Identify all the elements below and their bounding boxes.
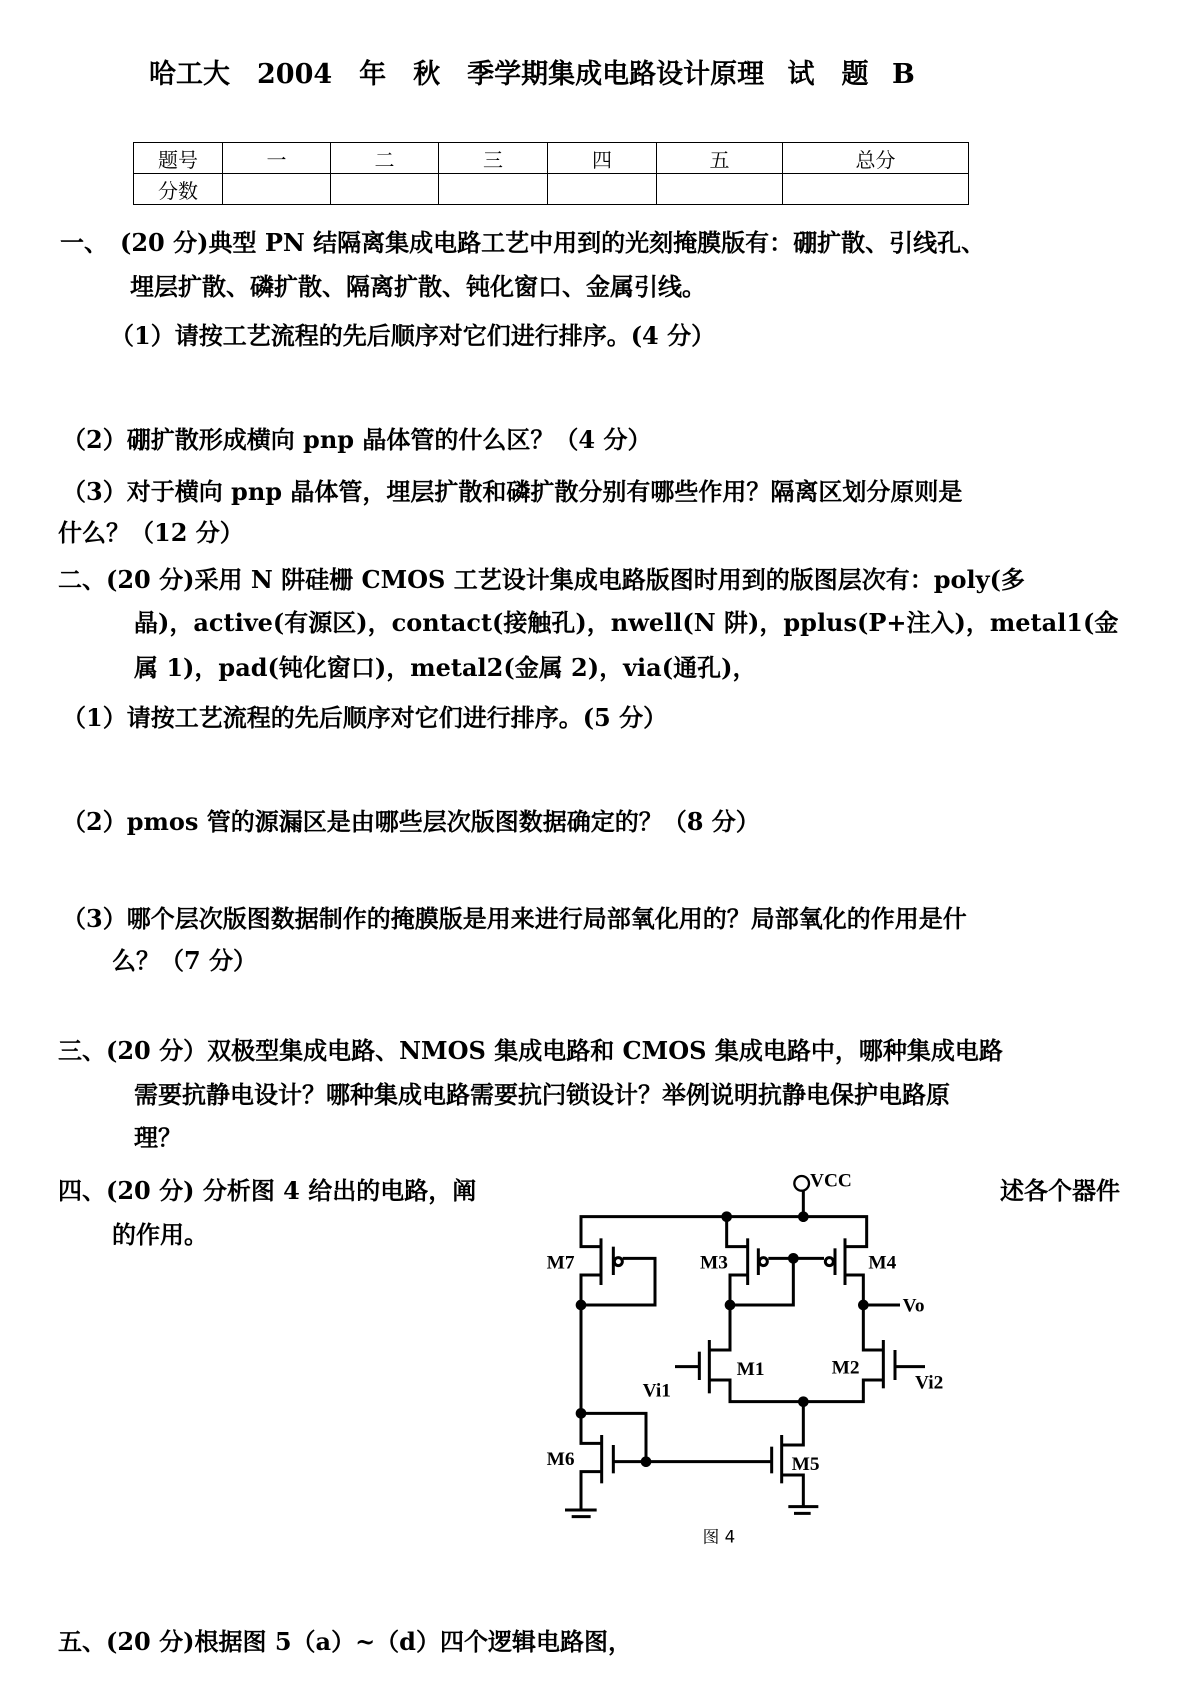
- q1-line1: 一、 (20 分)典型 PN 结隔离集成电路工艺中用到的光刻掩膜版有：硼扩散、引线孔、: [60, 228, 986, 257]
- m5-label: M5: [791, 1454, 820, 1475]
- q4-line1-tail: 述各个器件: [1000, 1176, 1120, 1205]
- score-table: [133, 142, 969, 205]
- q1-sub1: （1）请按工艺流程的先后顺序对它们进行排序。(4 分）: [110, 321, 716, 350]
- m1-label: M1: [736, 1359, 765, 1380]
- figure-4-caption: 图 4: [702, 1527, 736, 1547]
- table-cell: 五: [657, 143, 783, 174]
- circuit-nodes: [576, 1211, 869, 1467]
- table-cell: 分数: [134, 174, 223, 205]
- q2-line3: 属 1)，pad(钝化窗口)，metal2(金属 2)，via(通孔)，: [134, 653, 757, 682]
- q1-line2: 埋层扩散、磷扩散、隔离扩散、钝化窗口、金属引线。: [130, 272, 706, 301]
- score-table-score-row: [134, 174, 969, 205]
- vi2-label: Vi2: [915, 1372, 944, 1394]
- vi1-label: Vi1: [642, 1380, 671, 1402]
- q4-line1: 四、(20 分) 分析图 4 给出的电路，阐: [58, 1176, 477, 1205]
- q3-line2: 需要抗静电设计？哪种集成电路需要抗闩锁设计？举例说明抗静电保护电路原: [134, 1080, 950, 1109]
- q2-sub3-line1: （3）哪个层次版图数据制作的掩膜版是用来进行局部氧化用的？局部氧化的作用是什: [62, 904, 967, 933]
- vo-label: Vo: [902, 1295, 925, 1317]
- table-cell: 总分: [783, 143, 969, 174]
- score-cell[interactable]: [783, 174, 969, 205]
- q3-line1: 三、(20 分）双极型集成电路、NMOS 集成电路和 CMOS 集成电路中，哪种集成电路: [58, 1036, 1003, 1065]
- m3-label: M3: [700, 1252, 728, 1274]
- q2-sub3-line2: 么？（7 分）: [112, 946, 258, 975]
- q3-line3: 理？: [134, 1123, 182, 1152]
- q4-line2: 的作用。: [112, 1220, 208, 1249]
- vcc-label: VCC: [810, 1170, 852, 1192]
- q1-sub3-line2: 什么？（12 分）: [58, 518, 244, 547]
- q2-sub1: （1）请按工艺流程的先后顺序对它们进行排序。(5 分）: [62, 703, 668, 732]
- q2-line2: 晶)，active(有源区)，contact(接触孔)，nwell(N 阱)，pplus(P+注入)，metal1(金: [134, 608, 1119, 637]
- q5-line1: 五、(20 分)根据图 5（a）~（d）四个逻辑电路图，: [58, 1627, 632, 1656]
- q1-sub2: （2）硼扩散形成横向 pnp 晶体管的什么区？（4 分）: [62, 425, 652, 454]
- table-cell: 二: [331, 143, 439, 174]
- table-cell: 题号: [134, 143, 223, 174]
- m2-label: M2: [831, 1357, 860, 1379]
- score-table-header-row: [134, 143, 969, 174]
- table-cell: 三: [439, 143, 548, 174]
- table-cell: 四: [548, 143, 657, 174]
- q2-sub2: （2）pmos 管的源漏区是由哪些层次版图数据确定的？（8 分）: [62, 807, 760, 836]
- m4-label: M4: [868, 1252, 897, 1274]
- circuit-wires: [565, 1176, 925, 1517]
- table-cell: 一: [223, 143, 331, 174]
- m6-label: M6: [546, 1449, 575, 1470]
- q1-sub3-line1: （3）对于横向 pnp 晶体管，埋层扩散和磷扩散分别有哪些作用？隔离区划分原则是: [62, 477, 963, 506]
- score-cell[interactable]: [657, 174, 783, 205]
- score-cell[interactable]: [439, 174, 548, 205]
- figure-4-circuit: [520, 1150, 960, 1570]
- score-cell[interactable]: [223, 174, 331, 205]
- score-cell[interactable]: [548, 174, 657, 205]
- q2-line1: 二、(20 分)采用 N 阱硅栅 CMOS 工艺设计集成电路版图时用到的版图层次有：poly(多: [58, 565, 1025, 594]
- m7-label: M7: [546, 1252, 575, 1274]
- score-cell[interactable]: [331, 174, 439, 205]
- exam-title: 哈工大 2004 年 秋 季学期集成电路设计原理 试 题 B: [149, 59, 915, 90]
